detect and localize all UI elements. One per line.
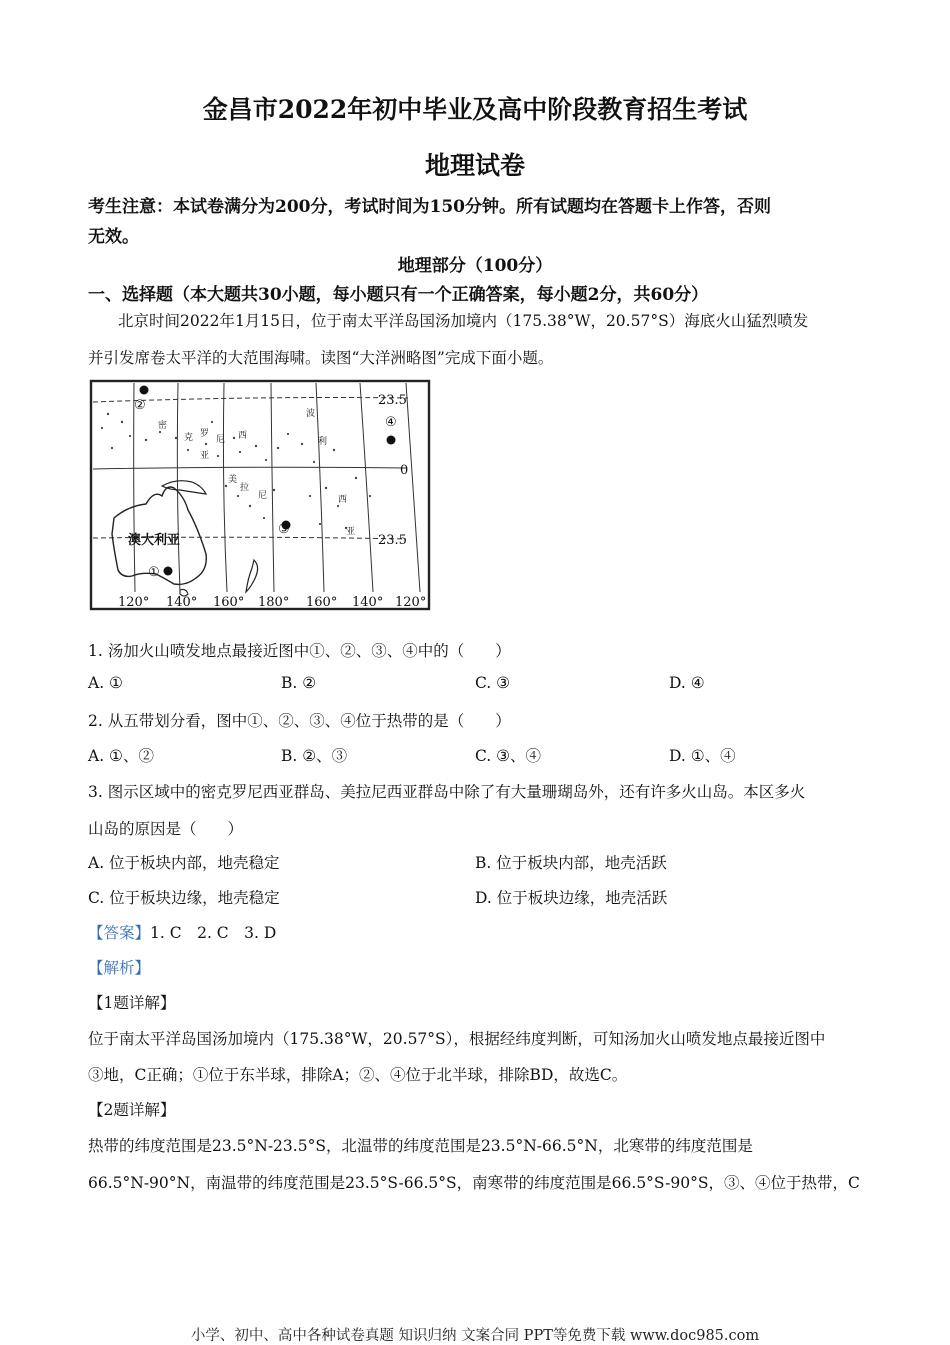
q3-option-a: A. 位于板块内部，地壳稳定 [88, 854, 280, 872]
label-mi-3: 罗 [200, 429, 210, 439]
section-title: 地理部分（100分） [397, 256, 553, 276]
lon-label-140w: 140° [352, 595, 384, 610]
label-mi-1: 密 [158, 421, 168, 431]
detail-2-line1: 热带的纬度范围是23.5°N-23.5°S，北温带的纬度范围是23.5°N-66.5°N，北寒带的纬度范围是 [88, 1137, 753, 1155]
question-3-stem-line1: 3. 图示区域中的密克罗尼西亚群岛、美拉尼西亚群岛中除了有大量珊瑚岛外，还有许多火山岛。本区多火 [88, 783, 806, 801]
question-1-stem: 1. 汤加火山喷发地点最接近图中①、②、③、④中的（ ） [88, 642, 511, 660]
label-mi-2: 克 [184, 433, 194, 443]
intro-line1: 北京时间2022年1月15日，位于南太平洋岛国汤加境内（175.38°W，20.57°S）海底火山猛烈喷发 [118, 312, 809, 330]
label-me-1: 美 [228, 475, 238, 485]
q3-option-c: C. 位于板块边缘，地壳稳定 [88, 889, 280, 907]
marker-1-label: ① [148, 565, 160, 580]
exam-title: 金昌市2022年初中毕业及高中阶段教育招生考试 [202, 95, 748, 124]
answer-text: 1. C 2. C 3. D [150, 924, 277, 942]
label-mi-4: 尼 [216, 435, 226, 445]
label-mi-5: 西 [238, 431, 248, 441]
label-australia: 澳大利亚 [128, 533, 181, 548]
label-po-3: 西 [338, 495, 348, 505]
lon-label-120e: 120° [118, 595, 150, 610]
answer-tag: 【答案】 [88, 924, 151, 942]
analysis-tag: 【解析】 [88, 959, 151, 977]
q3-option-b: B. 位于板块内部，地壳活跃 [475, 854, 667, 872]
detail-1-line2: ③地，C正确；①位于东半球，排除A；②、④位于北半球，排除BD，故选C。 [88, 1066, 628, 1084]
lon-label-140e: 140° [166, 595, 198, 610]
lon-label-180: 180° [258, 595, 290, 610]
q3-option-d: D. 位于板块边缘，地壳活跃 [475, 889, 668, 907]
question-3-stem-line2: 山岛的原因是（ ） [88, 820, 244, 838]
notice-line2: 无效。 [88, 227, 139, 247]
detail-1-line1: 位于南太平洋岛国汤加境内（175.38°W，20.57°S），根据经纬度判断，可知汤加火山喷发地点最接近图中 [88, 1030, 826, 1048]
detail-2-line2: 66.5°N-90°N，南温带的纬度范围是23.5°S-66.5°S，南寒带的纬度范围是66.5°S-90°S，③、④位于热带，C [88, 1174, 860, 1192]
q1-option-a: A. ① [88, 674, 123, 692]
lon-label-160e: 160° [213, 595, 245, 610]
lat-label-equator: 0 [400, 463, 409, 478]
intro-line2: 并引发席卷太平洋的大范围海啸。读图“大洋洲略图”完成下面小题。 [88, 349, 554, 367]
lat-label-south: 23.5 [378, 533, 407, 548]
lat-label-north: 23.5 [378, 393, 407, 408]
lon-label-120w: 120° [395, 595, 427, 610]
label-po-1: 波 [306, 409, 316, 419]
label-mi-6: 亚 [200, 451, 210, 461]
notice-line1: 考生注意：本试卷满分为200分，考试时间为150分钟。所有试题均在答题卡上作答，否则 [88, 197, 771, 217]
q2-option-b: B. ②、③ [281, 747, 348, 765]
answer-line [88, 921, 276, 943]
part-title: 一、选择题（本大题共30小题，每小题只有一个正确答案，每小题2分，共60分） [88, 285, 709, 305]
q2-option-c: C. ③、④ [475, 747, 542, 765]
q1-option-b: B. ② [281, 674, 317, 692]
marker-4-label: ④ [385, 415, 397, 430]
marker-1-dot [164, 567, 173, 576]
q2-option-a: A. ①、② [88, 747, 154, 765]
label-me-2: 拉 [240, 483, 250, 493]
label-po-2: 利 [318, 437, 328, 447]
label-me-3: 尼 [258, 491, 268, 501]
oceania-map [88, 378, 432, 614]
question-2-stem: 2. 从五带划分看，图中①、②、③、④位于热带的是（ ） [88, 712, 511, 730]
page-footer: 小学、初中、高中各种试卷真题 知识归纳 文案合同 PPT等免费下载 www.doc985.com [190, 1328, 760, 1344]
lon-label-160w: 160° [306, 595, 338, 610]
marker-2-dot [140, 386, 149, 395]
marker-4-dot [387, 436, 396, 445]
marker-2-label: ② [134, 398, 146, 413]
detail-1-tag: 【1题详解】 [88, 994, 176, 1012]
q1-option-c: C. ③ [475, 674, 511, 692]
marker-3-label: ③ [278, 522, 290, 537]
detail-2-tag: 【2题详解】 [88, 1101, 176, 1119]
exam-subtitle: 地理试卷 [424, 151, 525, 180]
q2-option-d: D. ①、④ [669, 747, 736, 765]
label-po-4: 亚 [346, 527, 356, 537]
q1-option-d: D. ④ [669, 674, 705, 692]
